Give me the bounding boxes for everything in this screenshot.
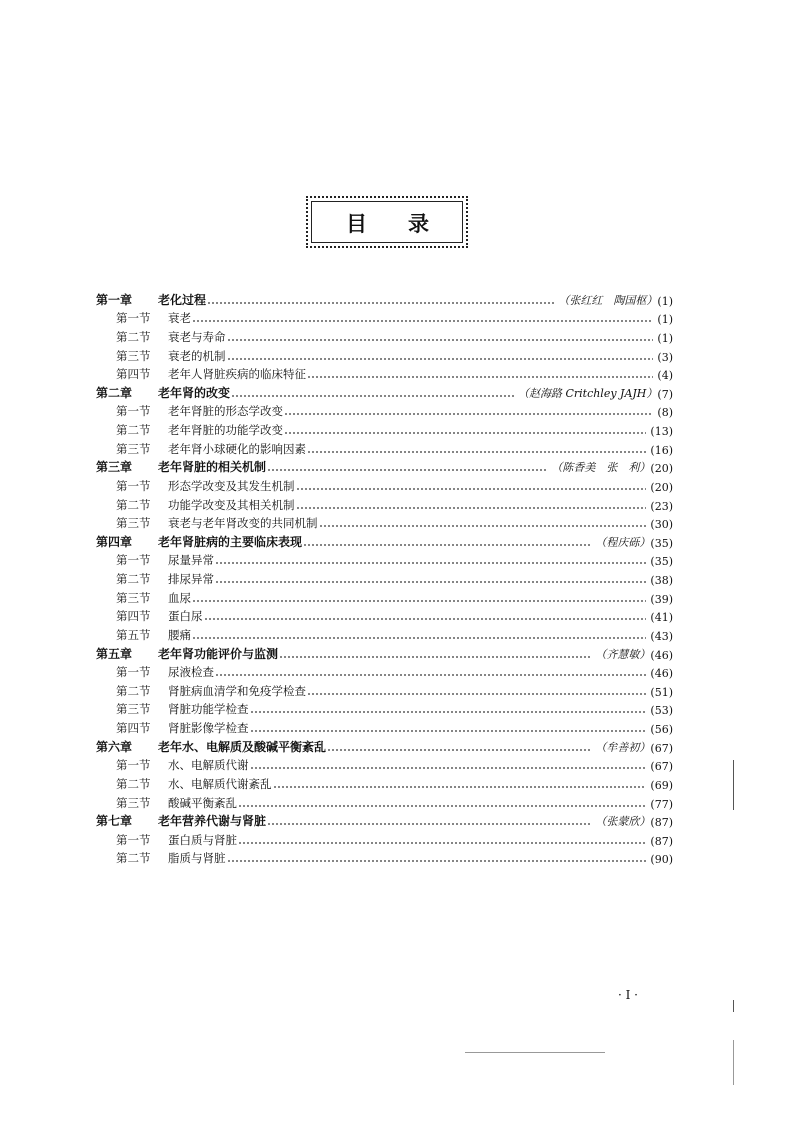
- section-entry[interactable]: [96, 345, 673, 364]
- entry-page: (87): [650, 834, 673, 848]
- entry-number: 第二节: [116, 851, 151, 866]
- entry-page: (35): [650, 536, 673, 550]
- chapter-entry[interactable]: [96, 811, 673, 830]
- section-entry[interactable]: [96, 699, 673, 718]
- dot-leader: [204, 611, 647, 621]
- entry-title: 衰老与寿命: [168, 329, 226, 344]
- entry-number: 第二节: [116, 683, 151, 698]
- entry-title: 衰老与老年肾改变的共同机制: [168, 516, 318, 531]
- dot-leader: [227, 332, 654, 342]
- section-entry[interactable]: [96, 419, 673, 438]
- entry-page: (56): [650, 723, 673, 736]
- entry-title: 蛋白尿: [168, 609, 203, 624]
- dot-leader: [250, 704, 647, 714]
- entry-number: 第六章: [96, 739, 133, 754]
- section-entry[interactable]: [96, 308, 673, 327]
- entry-title: 排尿异常: [168, 572, 214, 586]
- entry-title: 老年肾的改变: [158, 385, 231, 400]
- table-of-contents: [96, 289, 673, 866]
- entry-number: 第二节: [116, 776, 151, 791]
- entry-title: 衰老: [168, 311, 191, 326]
- dot-leader: [231, 388, 514, 398]
- entry-page: (23): [650, 499, 673, 513]
- entry-title: 水、电解质代谢紊乱: [168, 776, 272, 791]
- section-entry[interactable]: [96, 717, 673, 736]
- entry-page: (13): [650, 425, 673, 438]
- dot-leader: [227, 351, 654, 361]
- dot-leader: [207, 295, 554, 305]
- entry-page: (46): [650, 667, 673, 681]
- entry-number: 第五章: [96, 646, 133, 661]
- section-entry[interactable]: [96, 624, 673, 643]
- entry-page: (8): [657, 406, 673, 420]
- entry-page: (35): [650, 555, 673, 569]
- entry-page: (38): [650, 574, 673, 587]
- section-entry[interactable]: [96, 755, 673, 774]
- entry-title: 老年肾脏的相关机制: [158, 460, 267, 475]
- entry-number: 第四章: [96, 534, 133, 549]
- entry-title: 老年肾脏的形态学改变: [168, 404, 283, 419]
- entry-number: 第三章: [96, 460, 133, 475]
- entry-author: （赵海路 Critchley JAJH）: [517, 386, 658, 400]
- entry-number: 第二章: [96, 385, 133, 400]
- chapter-entry[interactable]: [96, 736, 673, 755]
- entry-page: (39): [650, 592, 673, 606]
- entry-title: 形态学改变及其发生机制: [168, 478, 295, 493]
- dot-leader: [250, 760, 647, 770]
- dot-leader: [238, 798, 646, 808]
- entry-title: 老年肾功能评价与监测: [158, 646, 279, 661]
- scan-artifact: [733, 760, 734, 810]
- section-entry[interactable]: [96, 364, 673, 383]
- dot-leader: [296, 481, 647, 491]
- entry-page: (67): [650, 760, 673, 774]
- section-entry[interactable]: [96, 606, 673, 625]
- dot-leader: [192, 630, 646, 640]
- dot-leader: [267, 816, 591, 826]
- entry-page: (7): [657, 387, 673, 401]
- entry-title: 尿量异常: [168, 553, 214, 568]
- entry-title: 老年肾脏病的主要临床表现: [158, 534, 303, 549]
- dot-leader: [279, 649, 591, 659]
- entry-number: 第一节: [116, 665, 151, 680]
- section-entry[interactable]: [96, 513, 673, 532]
- dot-leader: [319, 518, 647, 528]
- entry-number: 第三节: [116, 348, 151, 363]
- dot-leader: [215, 574, 646, 584]
- chapter-entry[interactable]: [96, 382, 673, 401]
- entry-page: (67): [650, 741, 673, 755]
- entry-number: 第三节: [116, 702, 151, 717]
- entry-page: (77): [650, 797, 673, 811]
- entry-title: 老年人肾脏疾病的临床特征: [168, 367, 306, 382]
- section-entry[interactable]: [96, 401, 673, 420]
- entry-page: (51): [650, 685, 673, 699]
- toc-title-char-2: 录: [408, 212, 429, 236]
- entry-title: 腰痛: [168, 627, 191, 642]
- entry-page: (30): [650, 518, 673, 532]
- entry-author: （齐慧敏）: [595, 647, 651, 661]
- entry-title: 脂质与肾脏: [168, 851, 226, 866]
- section-entry[interactable]: [96, 475, 673, 494]
- entry-page: (1): [657, 331, 673, 345]
- section-entry[interactable]: [96, 326, 673, 345]
- dot-leader: [267, 462, 547, 472]
- entry-number: 第三节: [116, 590, 151, 605]
- section-entry[interactable]: [96, 568, 673, 587]
- scan-artifact: [733, 1000, 734, 1012]
- entry-number: 第一节: [116, 758, 151, 773]
- entry-number: 第三节: [116, 795, 151, 810]
- entry-number: 第一节: [116, 553, 151, 568]
- entry-page: (16): [650, 443, 673, 457]
- section-entry[interactable]: [96, 438, 673, 457]
- entry-title: 老年肾小球硬化的影响因素: [168, 441, 306, 456]
- entry-number: 第二节: [116, 572, 151, 586]
- section-entry[interactable]: [96, 494, 673, 513]
- entry-author: （张红红 陶国枢）: [558, 293, 658, 307]
- entry-page: (20): [650, 462, 673, 476]
- section-entry[interactable]: [96, 829, 673, 848]
- entry-page: (90): [650, 853, 673, 867]
- scan-artifact: [465, 1052, 605, 1053]
- entry-number: 第二节: [116, 497, 151, 512]
- entry-author: （程庆砾）: [595, 535, 651, 549]
- entry-page: (53): [650, 704, 673, 718]
- entry-number: 第七章: [96, 814, 133, 829]
- entry-number: 第四节: [116, 721, 151, 735]
- section-entry[interactable]: [96, 773, 673, 792]
- entry-number: 第一节: [116, 832, 151, 847]
- section-entry[interactable]: [96, 550, 673, 569]
- entry-number: 第五节: [116, 627, 151, 642]
- entry-title: 血尿: [168, 590, 191, 605]
- entry-page: (43): [650, 629, 673, 643]
- dot-leader: [192, 593, 646, 603]
- dot-leader: [284, 425, 646, 435]
- entry-page: (87): [650, 816, 673, 830]
- dot-leader: [227, 853, 647, 863]
- entry-page: (20): [650, 480, 673, 494]
- entry-number: 第四节: [116, 609, 151, 624]
- entry-page: (41): [650, 611, 673, 625]
- entry-title: 肾脏病血清学和免疫学检查: [168, 683, 306, 698]
- entry-page: (4): [657, 369, 673, 383]
- entry-page: (69): [650, 778, 673, 792]
- section-entry[interactable]: [96, 848, 673, 867]
- section-entry[interactable]: [96, 587, 673, 606]
- entry-title: 老年肾脏的功能学改变: [168, 423, 283, 437]
- entry-number: 第二节: [116, 423, 151, 437]
- entry-title: 肾脏影像学检查: [168, 721, 249, 735]
- dot-leader: [327, 742, 591, 752]
- dot-leader: [307, 444, 646, 454]
- entry-number: 第四节: [116, 367, 151, 382]
- chapter-entry[interactable]: [96, 457, 673, 476]
- dot-leader: [250, 723, 647, 733]
- entry-number: 第一章: [96, 292, 133, 307]
- toc-title-char-1: 目: [346, 212, 367, 236]
- dot-leader: [215, 667, 646, 677]
- entry-number: 第一节: [116, 404, 151, 419]
- chapter-entry[interactable]: [96, 531, 673, 550]
- entry-title: 水、电解质代谢: [168, 758, 249, 773]
- entry-title: 老年水、电解质及酸碱平衡紊乱: [158, 739, 327, 754]
- scan-artifact: [733, 1040, 734, 1085]
- entry-title: 酸碱平衡紊乱: [168, 795, 237, 810]
- chapter-entry[interactable]: [96, 289, 673, 308]
- entry-author: （张蒙欣）: [595, 815, 651, 829]
- dot-leader: [215, 555, 646, 565]
- entry-author: （牟善初）: [595, 740, 651, 754]
- entry-author: （陈香美 张 利）: [551, 461, 651, 475]
- entry-number: 第三节: [116, 441, 151, 456]
- page-number: · I ·: [618, 988, 638, 1002]
- dot-leader: [192, 313, 653, 323]
- dot-leader: [273, 779, 647, 789]
- entry-title: 老年营养代谢与肾脏: [158, 814, 267, 829]
- entry-page: (1): [657, 313, 673, 327]
- entry-number: 第二节: [116, 329, 151, 344]
- entry-title: 肾脏功能学检查: [168, 702, 249, 717]
- entry-title: 尿液检查: [168, 665, 214, 680]
- dot-leader: [303, 537, 591, 547]
- entry-page: (46): [650, 648, 673, 662]
- entry-title: 蛋白质与肾脏: [168, 832, 237, 847]
- section-entry[interactable]: [96, 662, 673, 681]
- toc-title-frame: [306, 196, 468, 248]
- chapter-entry[interactable]: [96, 643, 673, 662]
- entry-title: 功能学改变及其相关机制: [168, 497, 295, 512]
- entry-title: 老化过程: [158, 292, 207, 307]
- dot-leader: [284, 406, 653, 416]
- entry-number: 第一节: [116, 478, 151, 493]
- entry-page: (1): [657, 294, 673, 308]
- entry-title: 衰老的机制: [168, 348, 226, 363]
- dot-leader: [307, 686, 646, 696]
- entry-number: 第三节: [116, 516, 151, 531]
- section-entry[interactable]: [96, 792, 673, 811]
- entry-number: 第一节: [116, 311, 151, 326]
- dot-leader: [307, 369, 653, 379]
- entry-page: (3): [657, 350, 673, 364]
- dot-leader: [296, 500, 647, 510]
- dot-leader: [238, 835, 646, 845]
- section-entry[interactable]: [96, 680, 673, 699]
